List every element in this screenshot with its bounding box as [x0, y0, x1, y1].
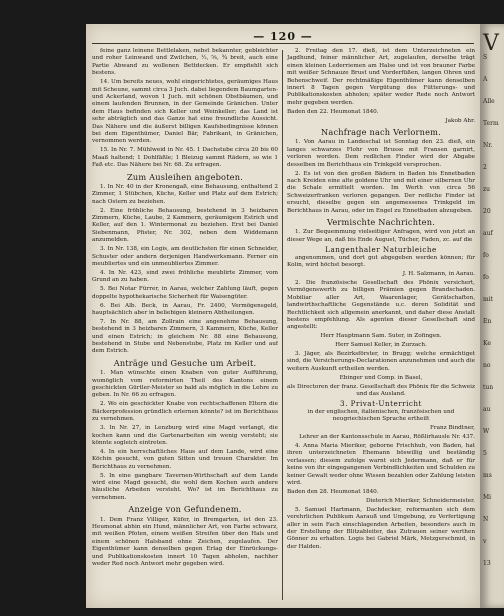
notice-paragraph: 2. Wo ein geschickter Knabe von rechtschaffenen Eltern die Bäckerprofession gründlich erlernen könnte? ist im Berichthaus zu vernehmen. [92, 401, 278, 423]
notice-paragraph: 7. In Nr. 88, am Zollrain eine angenehme Behausung, bestehend in 3 heizbaren Zimmern, 3 Kammern, Küche, Keller und einen Estrich; in gleichem Nr. 88 eine Behausung, bestehend in Stube und Nebenstube, Platz im Keller und auf dem Estrich. [92, 318, 278, 355]
strip-fragment: au [483, 406, 491, 413]
notice-paragraph: 5. Bei Notar Fürrer, in Aarau, welcher Zahlung läuft, gegen doppelte hypothekarische Sicherheit für Waisengüter. [92, 286, 278, 300]
notice-paragraph: 2. Eine fröhliche Behausung, bestehend in 3 heizbaren Zimmern, Küche, Laube, 2 Kammern, geräumigem Estrich und Keller, auf den 1. Wintermonat zu beziehen. Erst bei Daniel Siebenmann, Pfister, Nr. 302, neben dem Widdemann anzumelden. [92, 207, 278, 244]
strip-fragment: W [483, 428, 490, 435]
notice-center: Herr Samuel Keller, in Zurzach. [335, 342, 427, 349]
notice-paragraph: 4. Anna Maria Mieriker, geborne Frischhub, von Baden, hat ihren unterzeichneten Ehemann böswillig und beständig verlassen; diesem zufolge warnt sich Jedermann, daß er für keine von ihr eingegangenen Verbindlichkeiten und Schulden zu keiner Gewalt weder ohne Wissen bezahlen oder Zahlung leisten wird. [287, 443, 475, 487]
notice-sig: J. H. Salzmann, in Aarau. [402, 270, 475, 277]
strip-fragment: tun [483, 384, 494, 391]
strip-fragment: auf [483, 230, 493, 237]
notice-paragraph: 2. Es ist von den großen Bädern in Baden bis Ennetbaden nach Kreiden eine alte goldene Uhr und mit einer silbernen Uhr die Schale ermittelt worden. Im Werth von circa 56 Schweizerfranken verloren gegangen. Der redliche Finder ist ersucht, dieselbe gegen ein angemessenes Trinkgeld im Berichthaus in Aarau, oder im Engel zu Ennetbaden abzugeben. [287, 170, 475, 214]
strip-fragment: ms [483, 472, 492, 479]
notice-center: Herr Hauptmann Sam. Suter, in Zofingen. [320, 333, 442, 340]
strip-fragment: N [483, 516, 489, 523]
notice-paragraph: 3. Jäger, als Bezirksförster, in Brugg; welche ermächtiget sind, die Versicherungs-Declarationen anzunehmen und auch die weitern Auskunft ertheilen werden. [287, 351, 475, 372]
strip-fragment: no [483, 362, 491, 369]
notice-paragraph: 2. Die französische Gesellschaft des Phönix versichert, Vermögenswerth zu billigen Prämien gegen Brandschaden. Mobiliar aller Art, Waarenlager, Gerätschaften, landwirthschaftliche Gegenstände u.c. deren Solidität und Rechtlichkeit sich allgemein anerkannt, und daher diese Anstalt bestens empfehlung. Als agenten dieser Gesellschaft sind angestellt: [287, 279, 475, 331]
section-heading: Anträge und Gesuche um Arbeit. [113, 357, 257, 368]
notice-sig: Lehrer an der Kantonsschule in Aarau, Rößlirhausle Nr. 437. [299, 434, 475, 441]
left-column [92, 48, 278, 602]
notice-paragraph: 5. In eine gangbare Tavernen-Wirthschaft auf dem Lande wird eine Magd gesucht, die wohl dem Kochen auch andere häusliche Arbeiten versteht. Wo? ist im Berichthaus zu vernehmen. [92, 472, 278, 501]
notice-paragraph: 2. Freitag den 17. dieß, ist dem Unterzeichneten ein Jagdhund, feiner männlicher Art, zugelaufen, derselbe trägt einen kleinen Lederriemen am Halse und ist von brauner Farbe mit weißer Schnauze Brust und Vorderfüßen, langen Ohren und Behenschweif. Der rechtmäßige Eigenthümer kann denselben innert 8 Tagen gegen Vergütung des Fütterungs- und Publikationskosten abholen; später weder Rede noch Antwort mehr gegeben werden. [287, 48, 475, 106]
notice-paragraph: angenommen, und dort gut abgegeben werden können; für Kolin, wird höchst besorgt. [287, 254, 475, 269]
strip-fragment: A [483, 76, 488, 83]
strip-fragment: S [483, 54, 488, 61]
strip-fragment: Ke [483, 340, 491, 347]
notice-sig: Franz Bindtner, [429, 425, 475, 432]
column-divider [282, 50, 283, 600]
strip-fragment: fo [483, 274, 489, 281]
strip-fragment: V [483, 31, 499, 56]
strip-fragment: fo [483, 252, 489, 259]
section-heading: Nachfrage nach Verlornem. [321, 127, 441, 138]
notice-paragraph: 1. Man wünschte einen Knaben von guter Aufführung, womöglich vom reformirten Theil des Kantons einem geschickten Gürtler-Meister so bald als möglich in die Lehre zu geben. In Nr. 66 zu erfragen. [92, 370, 278, 399]
section-heading: Zum Ausleihen angeboten. [126, 171, 243, 182]
newspaper-page [86, 24, 480, 608]
notice-date: Baden den 22. Heumonat 1840. [287, 108, 379, 115]
strip-fragment: Term [483, 120, 499, 127]
notice-paragraph: 5. Samuel Hartmann, Dachdecker, reformanten sich dem verehrlichen Publikum Aarauß und Umgebung, zu Verfertigung aller in sein Fach einschlagenden Arbeiten, besonders auch in der Erstellung der Blitzableiter, das Zutrauen seiner werthen Gönner zu erhalten. Logis bei Gabriel Märk, Metzgerschmid, in der Halden. [287, 506, 475, 550]
strip-fragment: Mi [483, 494, 492, 501]
page-number: — 120 — [253, 30, 313, 43]
notice-big: Langenthaler Naturbleiche [325, 244, 437, 254]
notice-paragraph: 1. Zur Bequemmung vielseitiger Anfragen, wird von jetzt an dieser Wege an, daß bis Ende August, Tücher, Faden, zc. auf die [287, 229, 475, 243]
strip-fragment: 2 [483, 164, 487, 171]
notice-paragraph: 3. In Nr. 27, in Lenzburg wird eine Magd verlangt, die kochen kann und die Gartenarbeiten ein wenig versteht; sie könnte sogleich eintreten. [92, 425, 278, 446]
notice-sig: Dieterich Mieriker, Schneidermeister. [365, 497, 475, 504]
notice-paragraph: 6. Bei Alb. Beck, in Aarau, Fr. 2400, Vermögensgeld, hauptsächlich aber in beliebigen kleinern Abtheilungen. [92, 302, 278, 316]
strip-fragment: Nr. [483, 142, 493, 149]
notice-center: als Directoren der franz. Gesellschaft des Phönix für die Schweiz und das Ausland. [287, 383, 475, 398]
section-heading: Vermischte Nachrichten. [326, 217, 435, 228]
notice-date: Baden den 28. Heumonat 1840. [287, 488, 379, 495]
strip-fragment: Alle [483, 98, 495, 105]
strip-fragment: 5 [483, 450, 487, 457]
notice-paragraph: 1. In Nr. 40 in der Kronengaß, eine Behausung, enthaltend 2 Zimmer, 1 Stübchen, Küche, Keller und Platz auf dem Estrich; nach Ostern zu beziehen. [92, 183, 278, 205]
right-column [287, 48, 475, 602]
strip-fragment: 13 [483, 560, 491, 567]
section-heading: Anzeige von Gefundenem. [128, 504, 242, 515]
notice-paragraph: 4. In Nr. 423, sind zwei fröhliche meublirte Zimmer, vom Grund an zu haben. [92, 269, 278, 284]
header-rule [92, 43, 474, 44]
notice-paragraph: feine ganz leinene Bettlelaken, nebst bekannter, gebleichter und roher Leinwand und Zwilchen, ½, ⅝, ¾ breit, auch eine Partie Abwand zu wollenen Bettdecken. Er empfiehlt sich bestens. [92, 48, 278, 77]
strip-fragment: 20 [483, 208, 491, 215]
notice-center: Ebinger und Comp. in Basel, [339, 374, 423, 381]
notice-sig: Jakob Ahr. [445, 117, 475, 124]
notice-center: in der englischen, italienischen, französischen und neugriechischen Sprache ertheilt [307, 408, 455, 423]
notice-paragraph: 15. In Nr. 7. Mühlweid in Nr. 45. 1 Dachstube circa 20 bis 60 Maaß haltend; 1 Dohlfäßle; 1 Bleizug sammt Rädern, so wie 1 Faß etc. Das Nähere bei Nr. 68. Zu erfragen. [92, 147, 278, 169]
notice-paragraph: 14. Um bereits neues, wohl eingerichtetes, geräumiges Haus mit Scheune, sammt circa 3 Juch. dabei liegendem Baumgarten- und Ackerland, wovon 1 Juch. mit schönen Obstbäumen, und einem laufenden Brunnen, in der Gemeinde Gränichen. Unter dem Haus befinden sich Keller und Weinkeller; das Land ist sehr abträglich und das Ganze hat eine freundliche Aussicht. Das Nähere und die äußerst billigen Kaufsbedingnisse können bei dem Eigenthümer, Daniel Bär, Fabrikant, in Gränichen, vernommen werden. [92, 79, 278, 145]
notice-paragraph: 1. Von Aarau in Landeschal ist Sonntag den 23. dieß, ein langes schwarzes Flohr von Brusse mit Fransen garnirt, verloren worden. Dem redlichen Finder wird der Abgabe desselben im Berichthaus ein Trinkgeld versprochen. [287, 139, 475, 168]
adjacent-page-strip [480, 24, 504, 608]
notice-big: 3. Privat-Unterricht [340, 398, 422, 408]
notice-paragraph: 1. Dem Franz Villiger, Küfer, in Bremgarten, ist den 23. Heumonat abhin ein Hund, männlicher Art, von Farbe schwarz, mit weißen Pfoten, einem weißen Streifen über den Hals und einem schönen Halsband ohne Zeichen, zugelaufen. Der Eigenthümer kann denselben gegen Erlag der Einrückungs- und Publikationskosten innert 10 Tagen abholen, nachher weder Red noch Antwort mehr gegeben wird. [92, 516, 278, 567]
strip-fragment: zu [483, 186, 491, 193]
notice-paragraph: 3. In Nr. 138, ein Logis, am deutlichsten für einen Schneider, Schuster oder andern derjenigen Handwerksmann. Ferner ein meubliertes und ein unmeubliertes Zimmer. [92, 246, 278, 267]
strip-fragment: En [483, 318, 492, 325]
strip-fragment: mit [483, 296, 494, 303]
strip-fragment: v [483, 538, 487, 545]
notice-paragraph: 4. In ein herrschaftliches Haus auf dem Lande, wird eine Köchin gesucht, von guten Sitten und treuen Charakter. Im Berichthaus zu vernehmen. [92, 448, 278, 470]
